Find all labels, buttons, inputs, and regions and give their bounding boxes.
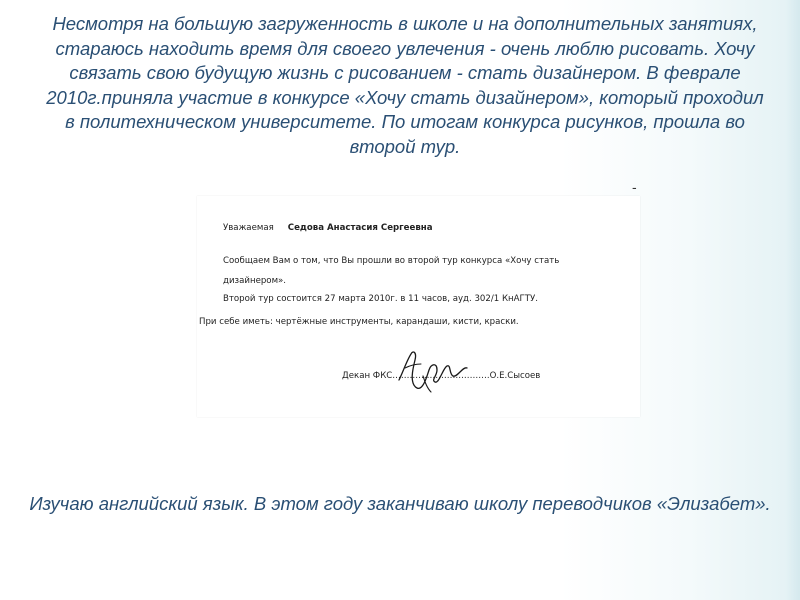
letter-paragraph-2: Второй тур состоится 27 марта 2010г. в 11 часов, ауд. 302/1 КнАГТУ. — [223, 294, 539, 304]
letter-paragraph-3: При себе иметь: чертёжные инструменты, карандаши, кисти, краски. — [199, 317, 519, 327]
letter-paragraph-1: Сообщаем Вам о том, что Вы прошли во второй тур конкурса «Хочу стать дизайнером». — [223, 256, 560, 286]
dash-mark: - — [632, 179, 637, 195]
signatory-prefix: Декан ФКС……………………………. — [342, 371, 490, 381]
letter-salutation-line — [223, 223, 433, 234]
invitation-letter-image — [197, 196, 640, 417]
signature-icon — [393, 346, 477, 394]
signatory-name: О.Е.Сысоев — [489, 371, 541, 381]
intro-paragraph: Несмотря на большую загруженность в школе и на дополнительных занятиях, стараюсь находить время для своего увлечения - очень люблю рисовать. Хочу связать свою будущую жизнь с рисованием - стать дизайнером. В феврале 2010г.приняла участие в конкурсе «Хочу стать дизайнером», который проходил в политехническом университете. По итогам конкурса рисунков, прошла во второй тур. — [46, 13, 764, 157]
decorative-edge — [786, 0, 800, 600]
closing-paragraph: Изучаю английский язык. В этом году заканчиваю школу переводчиков «Элизабет». — [29, 493, 771, 514]
salutation-word: Уважаемая — [223, 223, 274, 233]
recipient-name: Седова Анастасия Сергеевна — [287, 223, 433, 233]
